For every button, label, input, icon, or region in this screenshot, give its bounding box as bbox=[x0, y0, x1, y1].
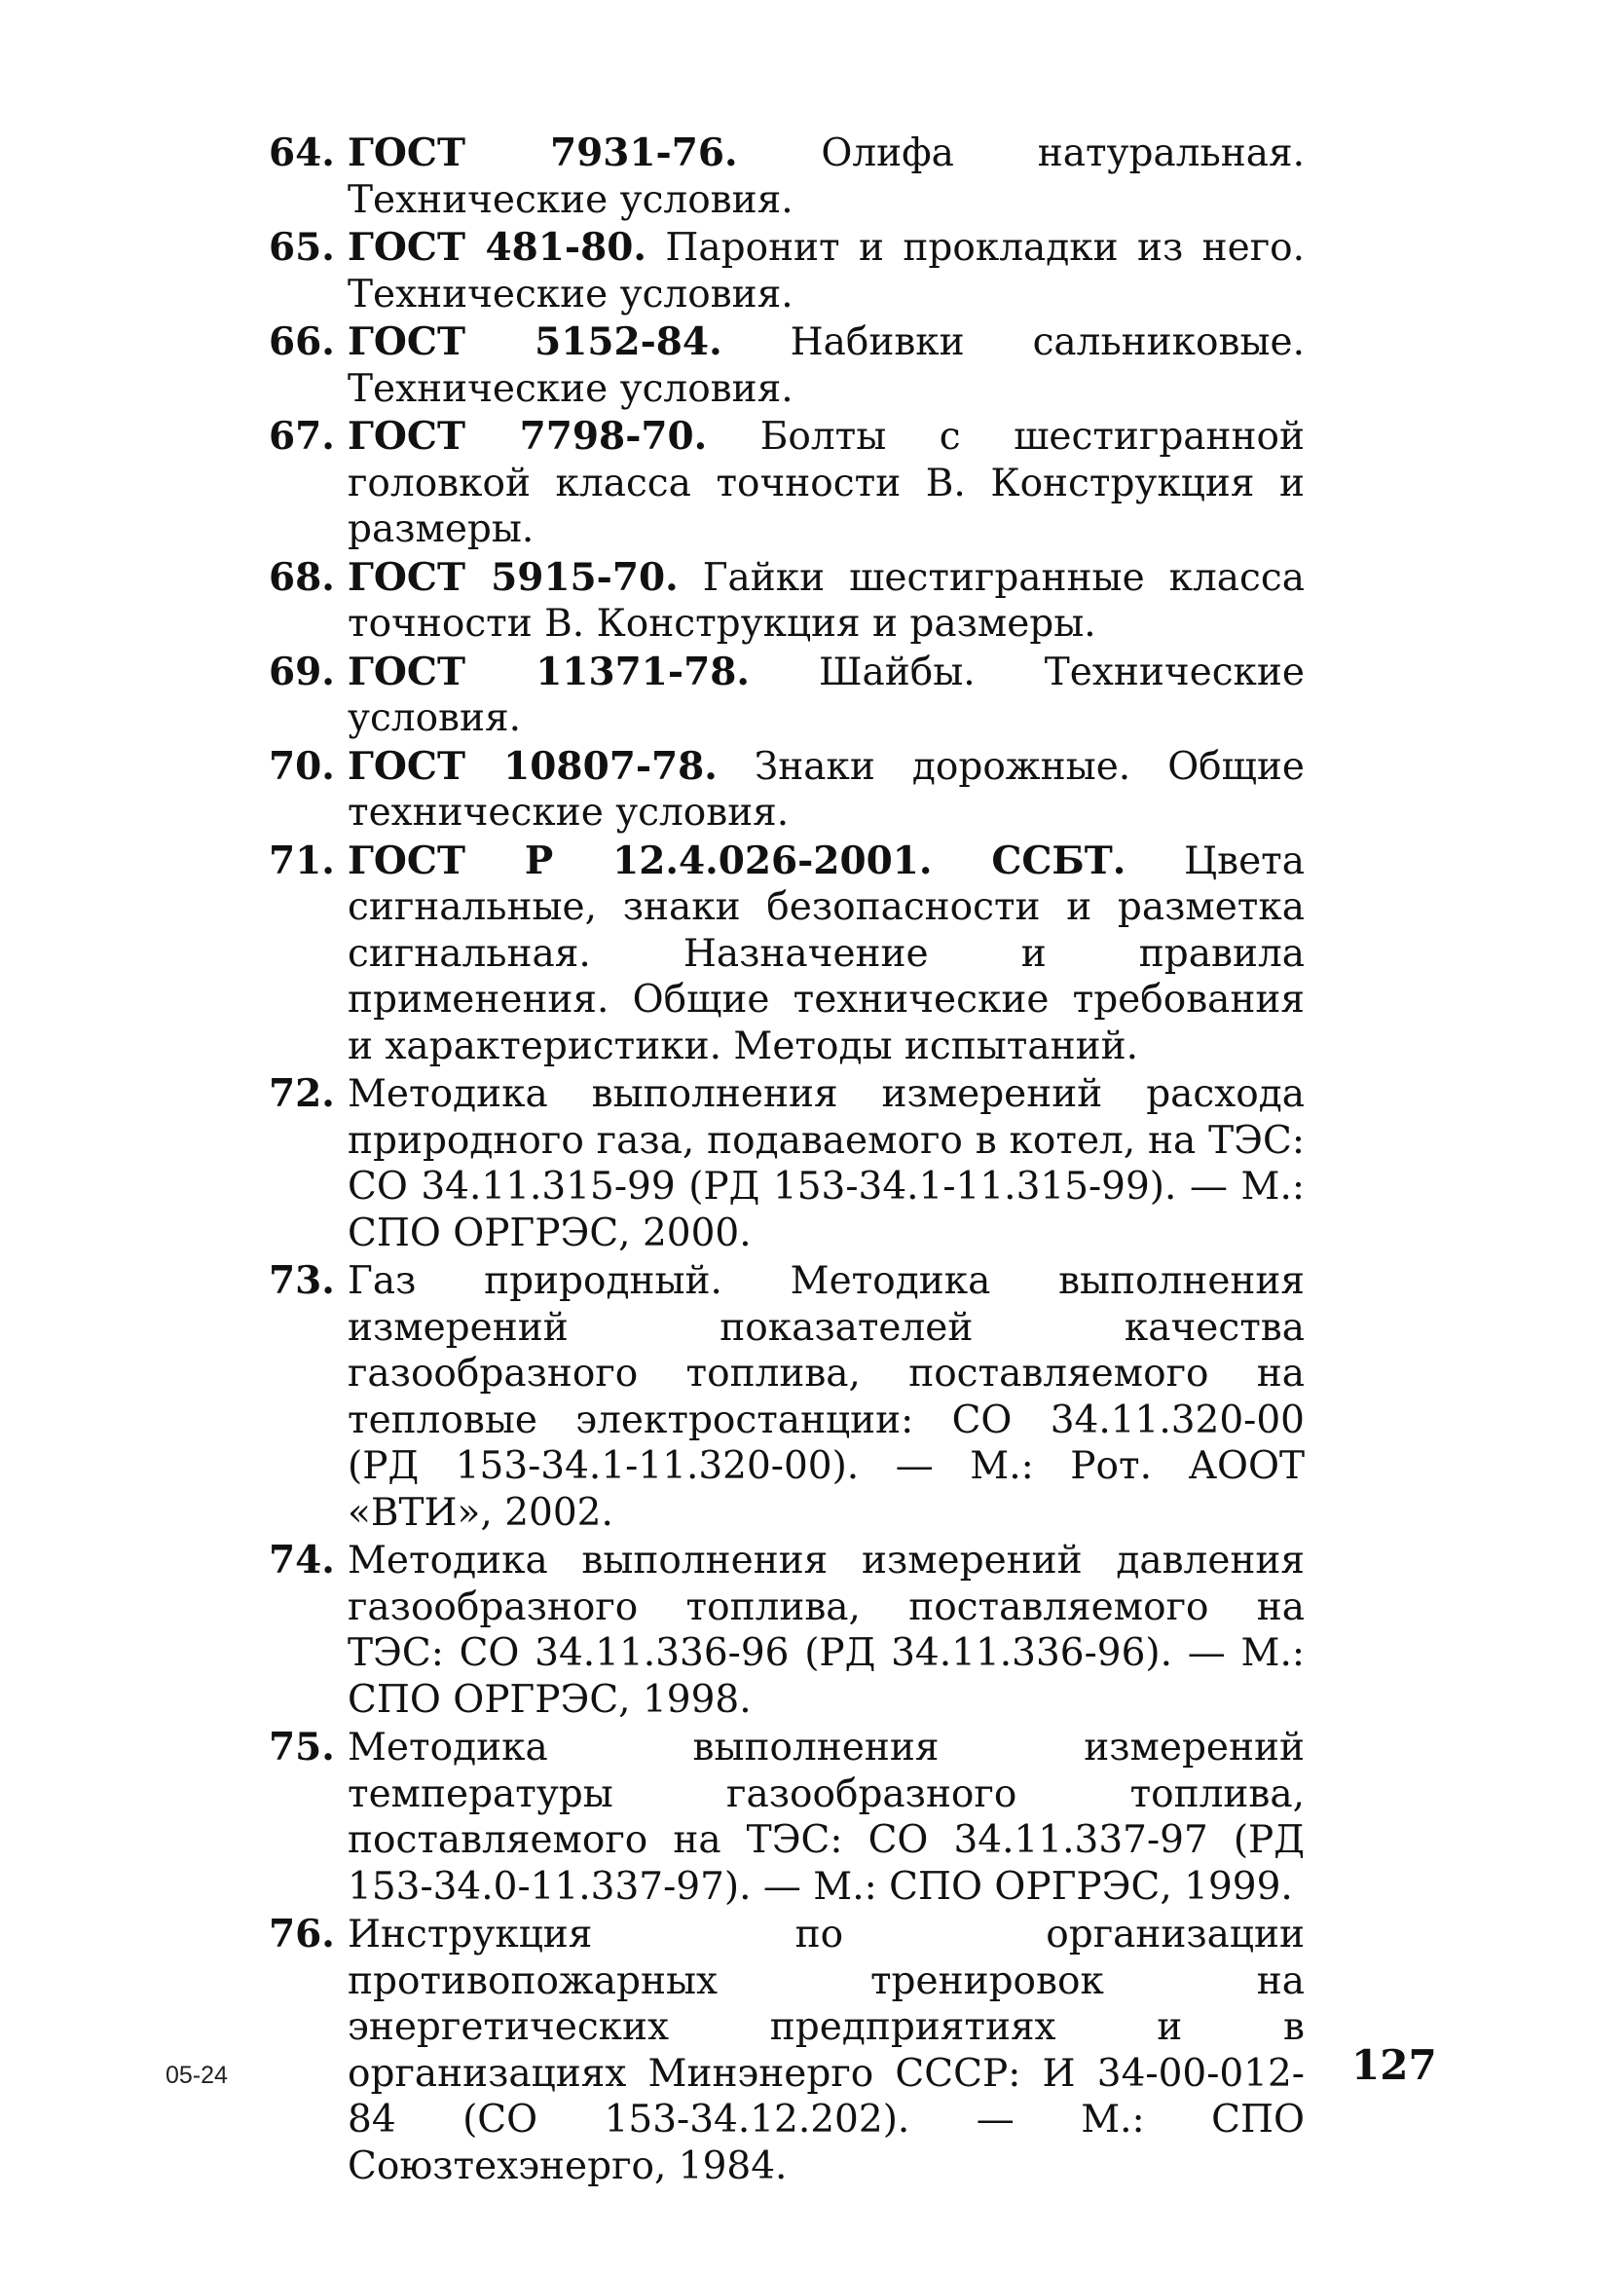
reference-item bbox=[269, 319, 1305, 412]
reference-item bbox=[269, 1912, 1305, 2189]
reference-item bbox=[269, 414, 1305, 553]
page-number: 127 bbox=[1351, 2041, 1437, 2089]
reference-item bbox=[269, 1725, 1305, 1910]
reference-number: 72. bbox=[269, 1071, 335, 1116]
reference-text: Газ природный. Методика выполнения измерений показателей качества газообразного топлива, поставляемого на тепловые электростанции: СО 34.11.320-00 (РД 153-34.1-11.320-00). — М.: Рот. АООТ «ВТИ», 2002. bbox=[348, 1259, 1305, 1535]
reference-text: Набивки сальниковые. Технические условия. bbox=[348, 320, 1305, 411]
reference-item bbox=[269, 225, 1305, 317]
reference-item bbox=[269, 1538, 1305, 1723]
reference-text: Знаки дорожные. Общие технические условия. bbox=[348, 744, 1305, 835]
reference-text: Методика выполнения измерений расхода природного газа, подаваемого в котел, на ТЭС: СО 34.11.315-99 (РД 153-34.1-11.315-99). — М.: СПО ОРГРЭС, 2000. bbox=[348, 1072, 1305, 1255]
reference-number: 71. bbox=[269, 838, 335, 883]
reference-text: Олифа натуральная. Технические условия. bbox=[348, 131, 1305, 222]
reference-number: 73. bbox=[269, 1258, 335, 1303]
reference-item bbox=[269, 1258, 1305, 1536]
reference-item bbox=[269, 1071, 1305, 1256]
reference-number: 64. bbox=[269, 130, 335, 175]
reference-item bbox=[269, 555, 1305, 648]
reference-number: 65. bbox=[269, 225, 335, 270]
reference-number: 69. bbox=[269, 649, 335, 694]
reference-standard-code: ГОСТ 10807-78. bbox=[348, 743, 718, 789]
reference-standard-code: ГОСТ 481-80. bbox=[348, 225, 646, 270]
reference-text: Методика выполнения измерений давления газообразного топлива, поставляемого на ТЭС: СО 34.11.336-96 (РД 34.11.336-96). — М.: СПО ОРГРЭС, 1998. bbox=[348, 1539, 1305, 1722]
reference-number: 74. bbox=[269, 1538, 335, 1583]
reference-number: 66. bbox=[269, 319, 335, 364]
reference-standard-code: ГОСТ 7798-70. bbox=[348, 414, 708, 459]
reference-list bbox=[269, 130, 1305, 2191]
reference-standard-code: ГОСТ 5915-70. bbox=[348, 554, 679, 600]
reference-number: 67. bbox=[269, 414, 335, 459]
reference-text: Методика выполнения измерений температуры газообразного топлива, поставляемого на ТЭС: СО 34.11.337-97 (РД 153-34.0-11.337-97). — М.: СПО ОРГРЭС, 1999. bbox=[348, 1726, 1305, 1909]
reference-item bbox=[269, 130, 1305, 223]
reference-text: Цвета сигнальные, знаки безопасности и разметка сигнальная. Назначение и правила применения. Общие технические требования и характеристики. Методы испытаний. bbox=[348, 838, 1305, 1068]
reference-item bbox=[269, 650, 1305, 742]
reference-number: 75. bbox=[269, 1725, 335, 1770]
footer-code: 05-24 bbox=[166, 2062, 228, 2089]
reference-text: Шайбы. Технические условия. bbox=[348, 650, 1305, 740]
reference-number: 76. bbox=[269, 1912, 335, 1956]
reference-item bbox=[269, 838, 1305, 1070]
reference-text: Болты с шестигранной головкой класса точности В. Конструкция и размеры. bbox=[348, 415, 1305, 551]
reference-number: 68. bbox=[269, 554, 335, 600]
reference-standard-code: ГОСТ 11371-78. bbox=[348, 649, 750, 694]
reference-text: Гайки шестигранные класса точности В. Конструкция и размеры. bbox=[348, 555, 1305, 646]
reference-standard-code: ГОСТ 7931-76. bbox=[348, 130, 738, 175]
reference-text: Инструкция по организации противопожарных тренировок на энергетических предприятиях и в организациях Минэнерго СССР: И 34-00-012-84 (СО 153-34.12.202). — М.: СПО Союзтехэнерго, 1984. bbox=[348, 1913, 1305, 2188]
reference-text: Паронит и прокладки из него. Технические условия. bbox=[348, 226, 1305, 317]
reference-item bbox=[269, 744, 1305, 837]
reference-standard-code: ГОСТ Р 12.4.026-2001. ССБТ. bbox=[348, 838, 1126, 883]
reference-number: 70. bbox=[269, 743, 335, 789]
reference-standard-code: ГОСТ 5152-84. bbox=[348, 319, 722, 364]
